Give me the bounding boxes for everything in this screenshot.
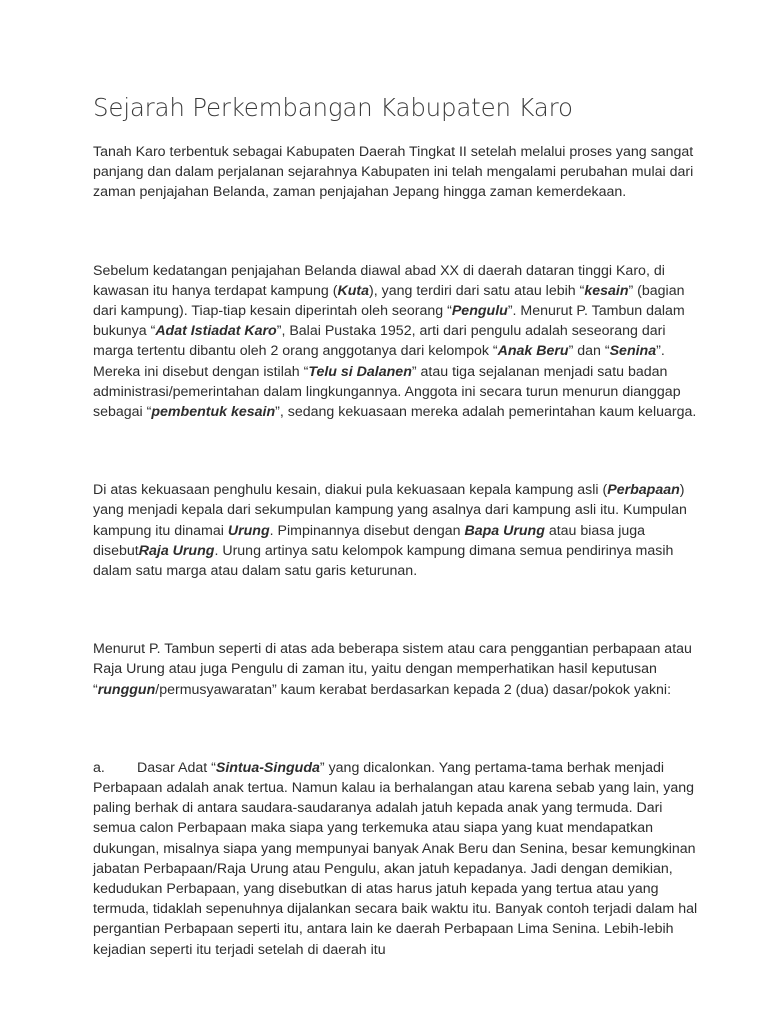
page-title: Sejarah Perkembangan Kabupaten Karo bbox=[93, 93, 573, 122]
paragraph-kesain bbox=[93, 261, 698, 423]
text-run: Dasar Adat “ bbox=[137, 759, 216, 776]
text-run: . Pimpinannya disebut dengan bbox=[269, 522, 465, 539]
paragraph-spacer bbox=[93, 581, 698, 639]
paragraph-spacer bbox=[93, 203, 698, 261]
text-run: Di atas kekuasaan penghulu kesain, diakui pula kekuasaan kepala kampung asli ( bbox=[93, 482, 608, 499]
term-telu-si-dalanen: Telu si Dalanen bbox=[308, 363, 412, 380]
paragraph-intro: Tanah Karo terbentuk sebagai Kabupaten Daerah Tingkat II setelah melalui proses yang sangat panjang dan dalam perjalanan sejarahnya Kabupaten ini telah mengalami perubahan mulai dari zaman penjajahan Belanda, zaman penjajahan Jepang hingga zaman kemerdekaan. bbox=[93, 144, 694, 201]
text-run: atau biasa juga disebut bbox=[93, 522, 646, 559]
text-run: ”. Menurut P. Tambun dalam bukunya “ bbox=[93, 303, 685, 340]
text-run: ” dan “ bbox=[568, 343, 610, 360]
term-senina: Senina bbox=[609, 343, 657, 360]
term-runggun: runggun bbox=[97, 681, 156, 698]
paragraph-perbapaan bbox=[93, 480, 698, 581]
list-item-a bbox=[93, 758, 698, 960]
term-kesain: kesain bbox=[584, 282, 629, 299]
term-kuta: Kuta bbox=[337, 282, 370, 299]
text-run: ”. Mereka ini disebut dengan istilah “ bbox=[93, 343, 665, 380]
term-bapa-urung: Bapa Urung bbox=[464, 522, 545, 539]
term-raja-urung: Raja Urung bbox=[138, 542, 215, 559]
text-run: Menurut P. Tambun seperti di atas ada beberapa sistem atau cara penggantian perbapaan atau Raja Urung atau juga Pengulu di zaman itu, yaitu dengan memperhatikan hasil keputusan “ bbox=[93, 641, 692, 698]
paragraph-spacer bbox=[93, 700, 698, 758]
term-urung: Urung bbox=[227, 522, 270, 539]
term-pembentuk-kesain: pembentuk kesain bbox=[151, 404, 276, 421]
list-label: a. bbox=[93, 759, 105, 776]
text-run: /permusyawaratan” kaum kerabat berdasarkan kepada 2 (dua) dasar/pokok yakni: bbox=[155, 681, 672, 698]
term-sintua-singuda: Sintua-Singuda bbox=[215, 759, 320, 776]
text-run: . Urung artinya satu kelompok kampung dimana semua pendirinya masih dalam satu marga atau dalam satu garis keturunan. bbox=[93, 542, 674, 580]
text-run: ”, Balai Pustaka 1952, arti dari pengulu adalah seseorang dari marga tertentu dibantu oleh 2 orang anggotanya dari kelompok “ bbox=[93, 323, 666, 360]
text-run: Sebelum kedatangan penjajahan Belanda diawal abad XX di daerah dataran tinggi Karo, di kawasan itu hanya terdapat kampung ( bbox=[93, 262, 665, 299]
text-run: ) yang menjadi kepala dari sekumpulan kampung yang asalnya dari kampung asli itu. Kumpulan kampung itu dinamai bbox=[93, 482, 687, 539]
term-adat-istiadat-karo: Adat Istiadat Karo bbox=[155, 323, 277, 340]
term-perbapaan: Perbapaan bbox=[607, 482, 680, 499]
text-run: ”, sedang kekuasaan mereka adalah pemerintahan kaum keluarga. bbox=[275, 404, 697, 421]
term-pengulu: Pengulu bbox=[451, 303, 508, 320]
text-run: ), yang terdiri dari satu atau lebih “ bbox=[369, 282, 585, 299]
text-run: ” atau tiga sejalanan menjadi satu badan administrasi/pemerintahan dalam lingkungannya. Anggota ini secara turun menurun dianggap sebagai “ bbox=[93, 363, 681, 421]
text-run: ” (bagian dari kampung). Tiap-tiap kesain diperintah oleh seorang “ bbox=[93, 282, 685, 320]
term-anak-beru: Anak Beru bbox=[497, 343, 569, 360]
paragraph-penggantian bbox=[93, 639, 698, 700]
text-run: ” yang dicalonkan. Yang pertama-tama berhak menjadi Perbapaan adalah anak tertua. Namun kalau ia berhalangan atau karena sebab yang lain, yang paling berhak di antara saudara-saudaranya adalah jatuh kepada anak yang termuda. Dari semua calon Perbapaan maka siapa yang terkemuka atau siapa yang kuat mendapatkan dukungan, misalnya siapa yang mempunyai banyak Anak Beru dan Senina, besar kemungkinan jabatan Perbapaan/Raja Urung atau Pengulu, akan jatuh kepadanya. Jadi dengan demikian, kedudukan Perbapaan, yang disebutkan di atas harus jatuh kepada yang tertua atau yang termuda, tidaklah sepenuhnya dijalankan secara baik waktu itu. Banyak contoh terjadi dalam hal pergantian Perbapaan seperti itu, antara lain ke daerah Perbapaan Lima Senina. Lebih-lebih kejadian seperti itu terjadi setelah di daerah itu bbox=[93, 759, 698, 958]
paragraph-spacer bbox=[93, 422, 698, 480]
